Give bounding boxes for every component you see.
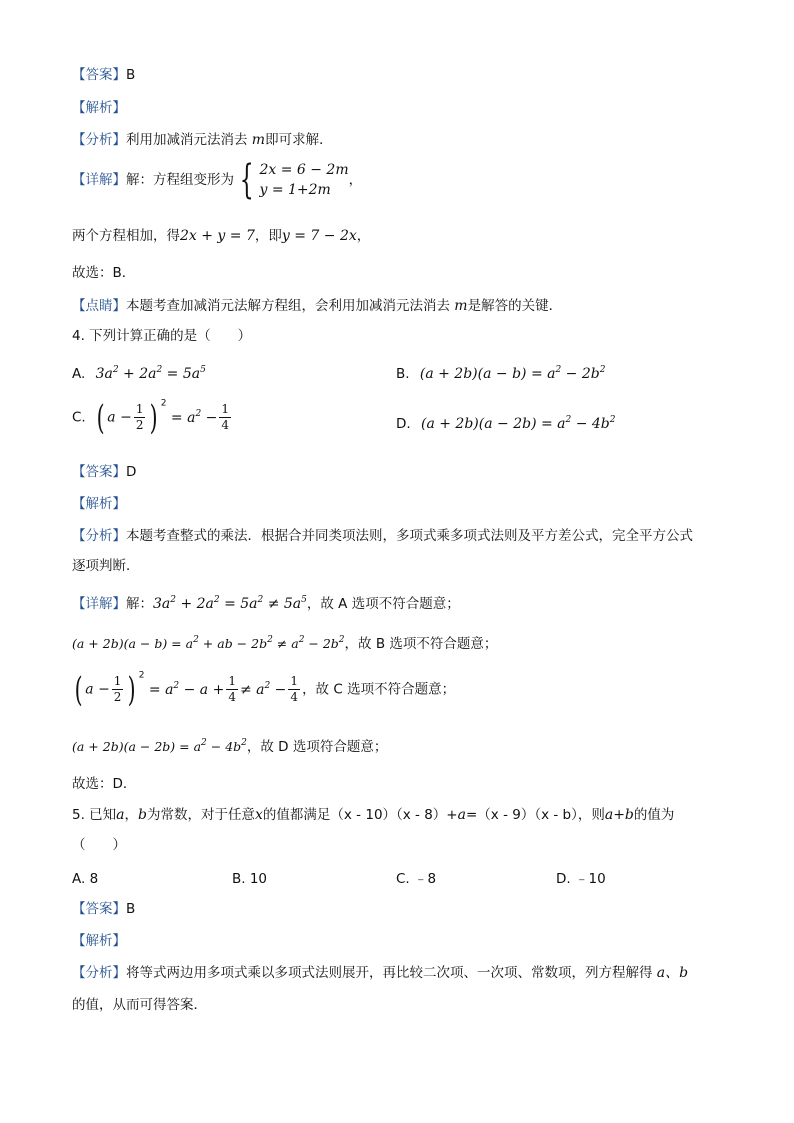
dianjing-tag: 【点睛】: [72, 298, 126, 314]
text: ，即: [254, 228, 282, 244]
fenxi-tag: 【分析】: [72, 528, 126, 544]
paren-right: ): [128, 669, 137, 710]
detail-conclusion: ，故 D 选项符合题意；: [246, 739, 388, 755]
sum-line: [72, 227, 370, 245]
fraction-one-quarter: $\frac{1}{4}$: [228, 674, 236, 704]
q5-answer-line: [72, 900, 135, 918]
stem-text: =（x - 9）（x - b），则: [465, 807, 605, 823]
question-4-stem: 4. 下列计算正确的是（ ）: [72, 328, 252, 344]
stem-text: ，: [124, 807, 139, 823]
q4-detail-a: [72, 595, 460, 613]
option-label: A.: [72, 366, 86, 382]
detail-tag: 【详解】: [72, 596, 126, 612]
fenxi-tag: 【分析】: [72, 965, 126, 981]
answer-value: B: [126, 901, 136, 917]
option-label: C.: [72, 409, 86, 426]
detail-expr: $3a^2 + 2a^2 = 5a^2 \ne 5a^5$: [153, 595, 307, 612]
brace-symbol: {: [239, 157, 254, 203]
fraction-one-quarter: $\frac{1}{4}$: [290, 674, 299, 704]
detail-expr: = $a^2 - a$ +: [144, 680, 225, 698]
answer-tag: 【答案】: [72, 901, 126, 917]
fenxi-text: 本题考查整式的乘法．根据合并同类项法则，多项式乘多项式法则及平方差公式，完全平方公式: [126, 528, 693, 544]
q5-analysis-heading: 【解析】: [72, 933, 126, 949]
equation: 2x + y = 7: [180, 228, 255, 244]
answer-tag: 【答案】: [72, 464, 126, 480]
detail-conclusion: ，故 A 选项不符合题意；: [306, 596, 460, 612]
detail-expr: $(a + 2b)(a - 2b) = a^2 - 4b^2$: [72, 738, 247, 754]
q4-fenxi-line1: [72, 527, 693, 545]
q4-fenxi-line2: 逐项判断．: [72, 558, 140, 574]
paren-left: (: [74, 669, 83, 710]
math-var: a −: [107, 409, 132, 426]
q4-option-b: [396, 365, 605, 383]
dianjing-text: 是解答的关键．: [467, 298, 563, 314]
stem-text: 的值为: [633, 807, 675, 823]
math-var: m: [251, 132, 266, 148]
math-var: a: [116, 807, 125, 823]
q4-detail-c: ( a − $\frac{1}{2}$ ) $^2 = a^2 - a$ + $\frac{1}{4}$ ≠ $a^2$ − $\frac{1}{4}$ ，故 C 选项不符合题意；: [74, 669, 456, 710]
q5-fenxi-line1: [72, 964, 688, 982]
detail-text: 解：: [126, 596, 153, 612]
math-var: b: [138, 807, 147, 823]
option-label: B.: [396, 366, 410, 382]
math-var: a: [457, 807, 466, 823]
paren-left: (: [96, 397, 105, 438]
stem-text: 5. 已知: [72, 807, 117, 823]
select-line: 故选：B．: [72, 265, 136, 281]
stem-text: 的值都满足（x - 10）（x - 8）+: [262, 807, 458, 823]
answer-value: D: [126, 464, 137, 480]
fenxi-text: 将等式两边用多项式乘以多项式法则展开，再比较二次项、一次项、常数项，列方程解得: [126, 965, 653, 981]
option-expr: $(a + 2b)(a - 2b) = a^2 - 4b^2$: [420, 415, 616, 432]
system-eq-2: y = 1+2m: [259, 182, 331, 198]
option-label: D.: [396, 416, 411, 432]
detail-conclusion: ，故 B 选项不符合题意；: [344, 636, 498, 652]
q4-analysis-heading: 【解析】: [72, 496, 126, 512]
q5-option-c: C. ﹣8: [396, 871, 437, 887]
q5-option-d: D. ﹣10: [556, 871, 606, 887]
q5-option-a: A. 8: [72, 871, 99, 887]
analysis-line: [72, 131, 333, 149]
analysis-heading: 【解析】: [72, 100, 126, 116]
equation-system: [259, 160, 348, 200]
q4-option-c: C. ( a − $\frac{1}{2}$ ) $^2 = a^2$ − $\frac{1}{4}$: [72, 397, 229, 438]
option-expr: $3a^2 + 2a^2 = 5a^5$: [95, 365, 206, 382]
question-5-stem-line2: （ ）: [72, 837, 126, 853]
text: ，: [356, 228, 371, 244]
answer-value: B: [126, 67, 136, 83]
detail-tag: 【详解】: [72, 172, 126, 188]
detail-line: [72, 157, 363, 204]
question-5-stem-line1: [72, 806, 674, 824]
option-expr: = $a^2$ −: [166, 408, 218, 426]
q4-option-d: [396, 415, 615, 433]
stem-text: 为常数，对于任意: [147, 807, 255, 823]
text: 两个方程相加，得: [72, 228, 180, 244]
detail-expr: ≠ $a^2$ −: [239, 680, 287, 698]
detail-conclusion: ，故 C 选项不符合题意；: [302, 681, 456, 698]
math-var: a+b: [604, 807, 634, 823]
q4-select-line: 故选：D．: [72, 776, 137, 792]
dianjing-line: [72, 297, 562, 315]
q4-detail-d: [72, 738, 387, 756]
math-var: a −: [85, 681, 110, 698]
fenxi-tag: 【分析】: [72, 132, 126, 148]
q5-option-b: B. 10: [232, 871, 268, 887]
option-expr: $(a + 2b)(a - b) = a^2 - 2b^2$: [419, 365, 606, 382]
fraction-one-quarter: $\frac{1}{4}$: [221, 402, 229, 432]
equation: y = 7 − 2x: [281, 228, 357, 244]
paren-right: ): [150, 397, 159, 438]
fenxi-text: 即可求解．: [265, 132, 333, 148]
answer-tag: 【答案】: [72, 67, 126, 83]
punct: ，: [348, 172, 363, 188]
system-eq-1: 2x = 6 − 2m: [259, 162, 349, 178]
math-var: m: [454, 298, 468, 314]
dianjing-text: 本题考查加减消元法解方程组，会利用加减消元法消去: [126, 298, 450, 314]
fraction-one-half: $\frac{1}{2}$: [113, 674, 122, 704]
q4-detail-b: [72, 635, 497, 653]
detail-text: 解：方程组变形为: [126, 172, 234, 188]
q4-option-a: [72, 365, 206, 383]
math-var: x: [255, 807, 263, 823]
q4-answer-line: [72, 463, 136, 481]
math-var: a、b: [656, 965, 689, 981]
q5-fenxi-line2: 的值，从而可得答案．: [72, 997, 207, 1013]
detail-expr: $(a + 2b)(a - b) = a^2$ + ab − $2b^2 \ne a^2 - 2b^2$: [72, 635, 345, 651]
fenxi-text: 利用加减消元法消去: [126, 132, 248, 148]
fraction-one-half: $\frac{1}{2}$: [135, 402, 144, 432]
answer-line: [72, 66, 135, 84]
